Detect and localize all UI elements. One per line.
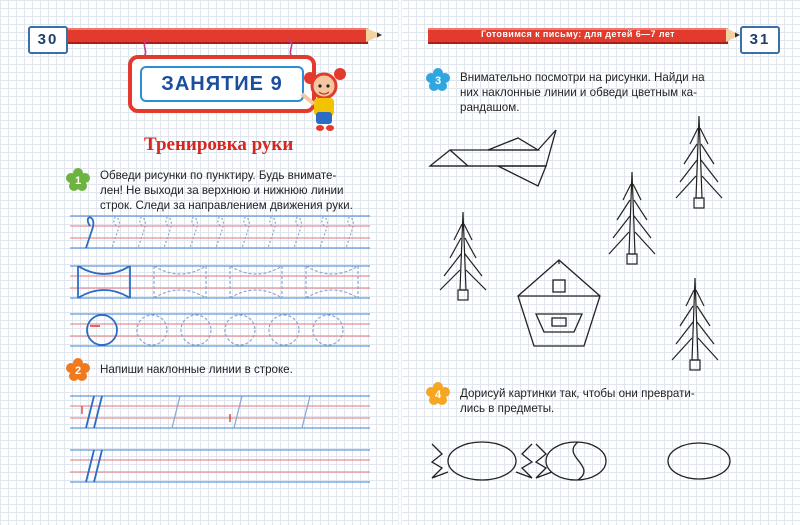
task-3-line: рандашом.: [460, 101, 520, 114]
tracing-row-bows: [70, 262, 370, 302]
section-title: Тренировка руки: [144, 134, 294, 155]
task-1-line: Обведи рисунки по пунктиру. Будь внимате-: [100, 169, 337, 182]
fir-tree-drawing: [607, 170, 657, 270]
task-number: 1: [74, 175, 82, 187]
lesson-title: ЗАНЯТИЕ 9: [140, 66, 304, 102]
fir-tree-drawing: [670, 276, 720, 376]
task-4-line: Дорисуй картинки так, чтобы они преврати-: [460, 387, 695, 400]
task-3-line: Внимательно посмотри на рисунки. Найди на: [460, 71, 705, 84]
task-4-text: [460, 386, 745, 416]
page-header: Готовимся к письму: для детей 6—7 лет: [481, 29, 675, 39]
task-2-line: Напиши наклонные линии в строке.: [100, 363, 293, 376]
task-1-line: строк. Следи за направлением движения руки.: [100, 199, 353, 212]
girl-illustration: [300, 64, 350, 134]
fir-tree-drawing: [438, 210, 488, 305]
page-number-left: 30: [28, 26, 68, 54]
lesson-title-frame: [128, 55, 316, 113]
task-4-line: лись в предметы.: [460, 402, 555, 415]
slant-lines-row-1: [70, 392, 370, 432]
task-number: 4: [434, 389, 442, 401]
birdhouse-drawing: [514, 258, 604, 350]
flower-badge-icon: [426, 68, 450, 92]
page-fold: [398, 0, 402, 525]
task-1-text: [100, 168, 375, 213]
flower-badge-icon: [426, 382, 450, 406]
fir-tree-drawing: [674, 114, 724, 214]
pencil-tip-icon: [366, 26, 390, 46]
tracing-row-circles: [70, 310, 370, 350]
candy-drawing: [428, 436, 628, 486]
flower-badge-icon: [66, 358, 90, 382]
flower-badge-icon: [66, 168, 90, 192]
airplane-drawing: [428, 128, 558, 190]
page-number-right: 31: [740, 26, 780, 54]
oval-drawing: [666, 440, 732, 482]
slant-lines-row-2: [70, 446, 370, 486]
task-number: 2: [74, 365, 82, 377]
task-number: 3: [434, 75, 442, 87]
task-3-text: [460, 70, 745, 115]
tracing-row-loops: [70, 212, 370, 252]
task-1-line: лен! Не выходи за верхнюю и нижнюю линии: [100, 184, 344, 197]
task-3-line: них наклонные линии и обведи цветным ка-: [460, 86, 697, 99]
task-2-text: [100, 362, 375, 377]
